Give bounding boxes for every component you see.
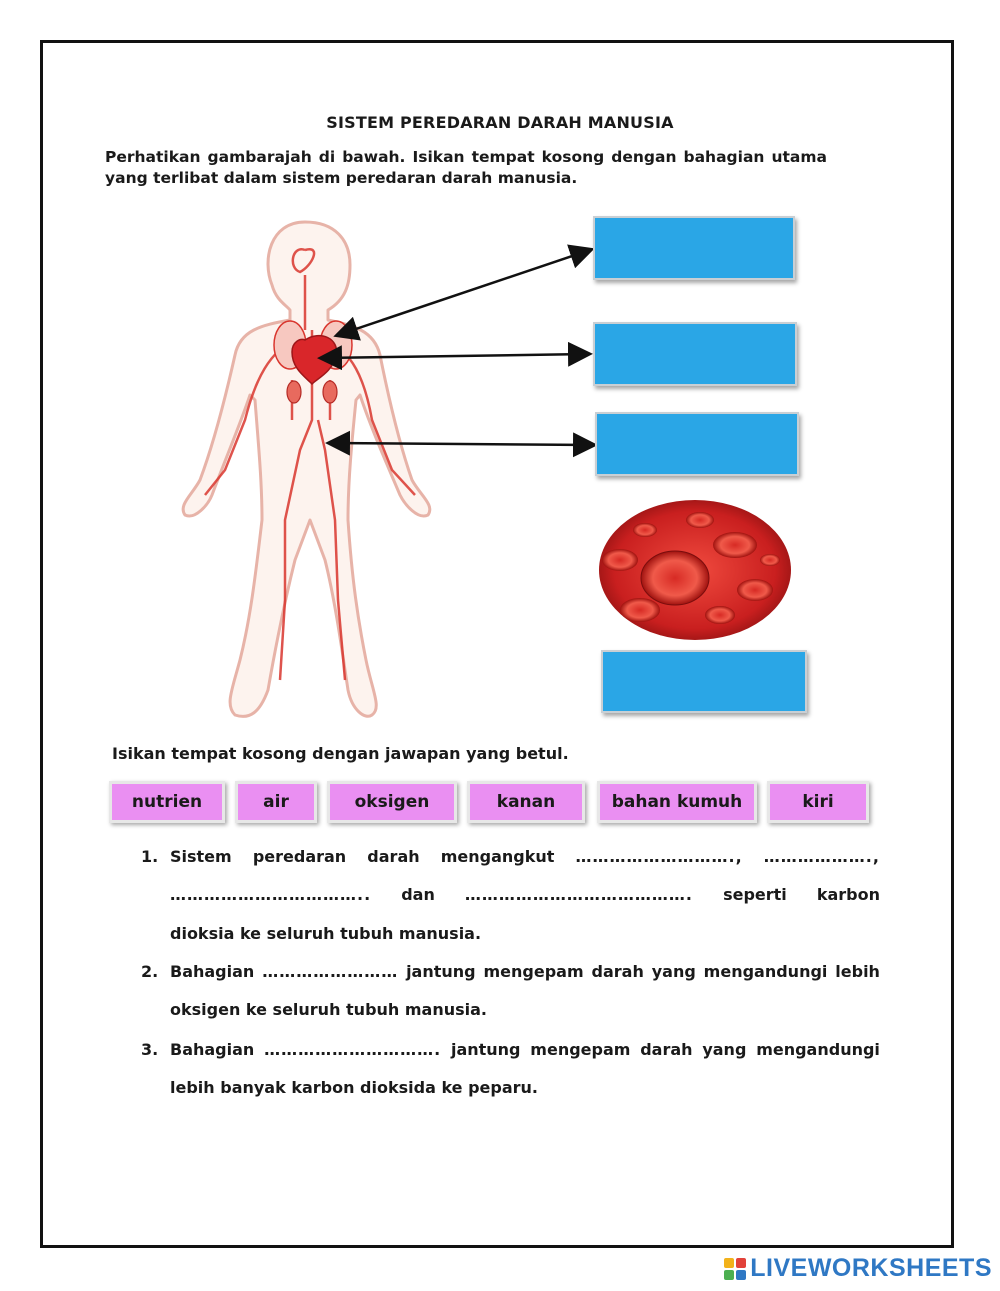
answer-box-3[interactable] (595, 412, 799, 476)
q3-word: darah (640, 1040, 693, 1059)
word-chip-oksigen[interactable]: oksigen (327, 781, 457, 823)
q2-word: yang (651, 962, 696, 981)
q3-word: Bahagian (170, 1040, 255, 1059)
q3-blank[interactable]: …………………………. (264, 1040, 442, 1059)
q1-word: Sistem (170, 847, 232, 866)
word-bank-label: Isikan tempat kosong dengan jawapan yang betul. (112, 744, 569, 763)
arrow-to-box-3 (330, 443, 593, 445)
question-1-line-2 (170, 885, 880, 904)
q3-word: mengandungi (756, 1040, 880, 1059)
answer-box-1[interactable] (593, 216, 795, 280)
q3-word: yang (702, 1040, 747, 1059)
answer-box-4[interactable] (601, 650, 807, 713)
question-1-line-3: dioksia ke seluruh tubuh manusia. (170, 924, 482, 943)
question-1-number: 1. (141, 847, 159, 866)
arrow-to-box-1 (338, 250, 590, 335)
q2-word: jantung (406, 962, 476, 981)
q1-word: darah (367, 847, 420, 866)
q3-word: jantung (450, 1040, 521, 1059)
q1-blank-1[interactable]: ………………………., (575, 847, 743, 866)
q2-word: darah (591, 962, 644, 981)
liveworksheets-logo-icon (724, 1258, 746, 1280)
word-chip-air[interactable]: air (235, 781, 317, 823)
question-2-line-2: oksigen ke seluruh tubuh manusia. (170, 1000, 488, 1019)
brand-name: LIVEWORKSHEETS (750, 1254, 992, 1282)
question-3-line-2: lebih banyak karbon dioksida ke peparu. (170, 1078, 538, 1097)
q1-word: karbon (816, 885, 880, 904)
q2-word: mengandungi (703, 962, 828, 981)
q3-word: mengepam (530, 1040, 631, 1059)
answer-box-2[interactable] (593, 322, 797, 386)
red-blood-cells-image (599, 500, 791, 640)
question-1-line-1 (170, 847, 880, 866)
q1-word: dan (401, 885, 435, 904)
question-2-line-1 (170, 962, 880, 981)
question-3-number: 3. (141, 1040, 159, 1059)
q2-word: lebih (835, 962, 880, 981)
q2-word: mengepam (483, 962, 584, 981)
q1-blank-2[interactable]: ………………., (763, 847, 880, 866)
word-chip-kiri[interactable]: kiri (767, 781, 869, 823)
question-2-number: 2. (141, 962, 159, 981)
q1-word: seperti (723, 885, 787, 904)
question-3-line-1 (170, 1040, 880, 1059)
worksheet-instruction: Perhatikan gambarajah di bawah. Isikan tempat kosong dengan bahagian utama yang terlibat dalam sistem peredaran darah manusia. (105, 148, 827, 187)
word-chip-kanan[interactable]: kanan (467, 781, 585, 823)
q1-word: peredaran (252, 847, 347, 866)
q2-blank[interactable]: …………………… (262, 962, 399, 981)
word-chip-bahan-kumuh[interactable]: bahan kumuh (597, 781, 757, 823)
liveworksheets-brand[interactable] (724, 1254, 992, 1283)
q1-word: mengangkut (440, 847, 555, 866)
q1-blank-4[interactable]: …………………………………. (464, 885, 693, 904)
worksheet-title: SISTEM PEREDARAN DARAH MANUSIA (326, 113, 674, 132)
q1-blank-3[interactable]: …………………………….. (170, 885, 372, 904)
word-chip-nutrien[interactable]: nutrien (109, 781, 225, 823)
q2-word: Bahagian (170, 962, 255, 981)
